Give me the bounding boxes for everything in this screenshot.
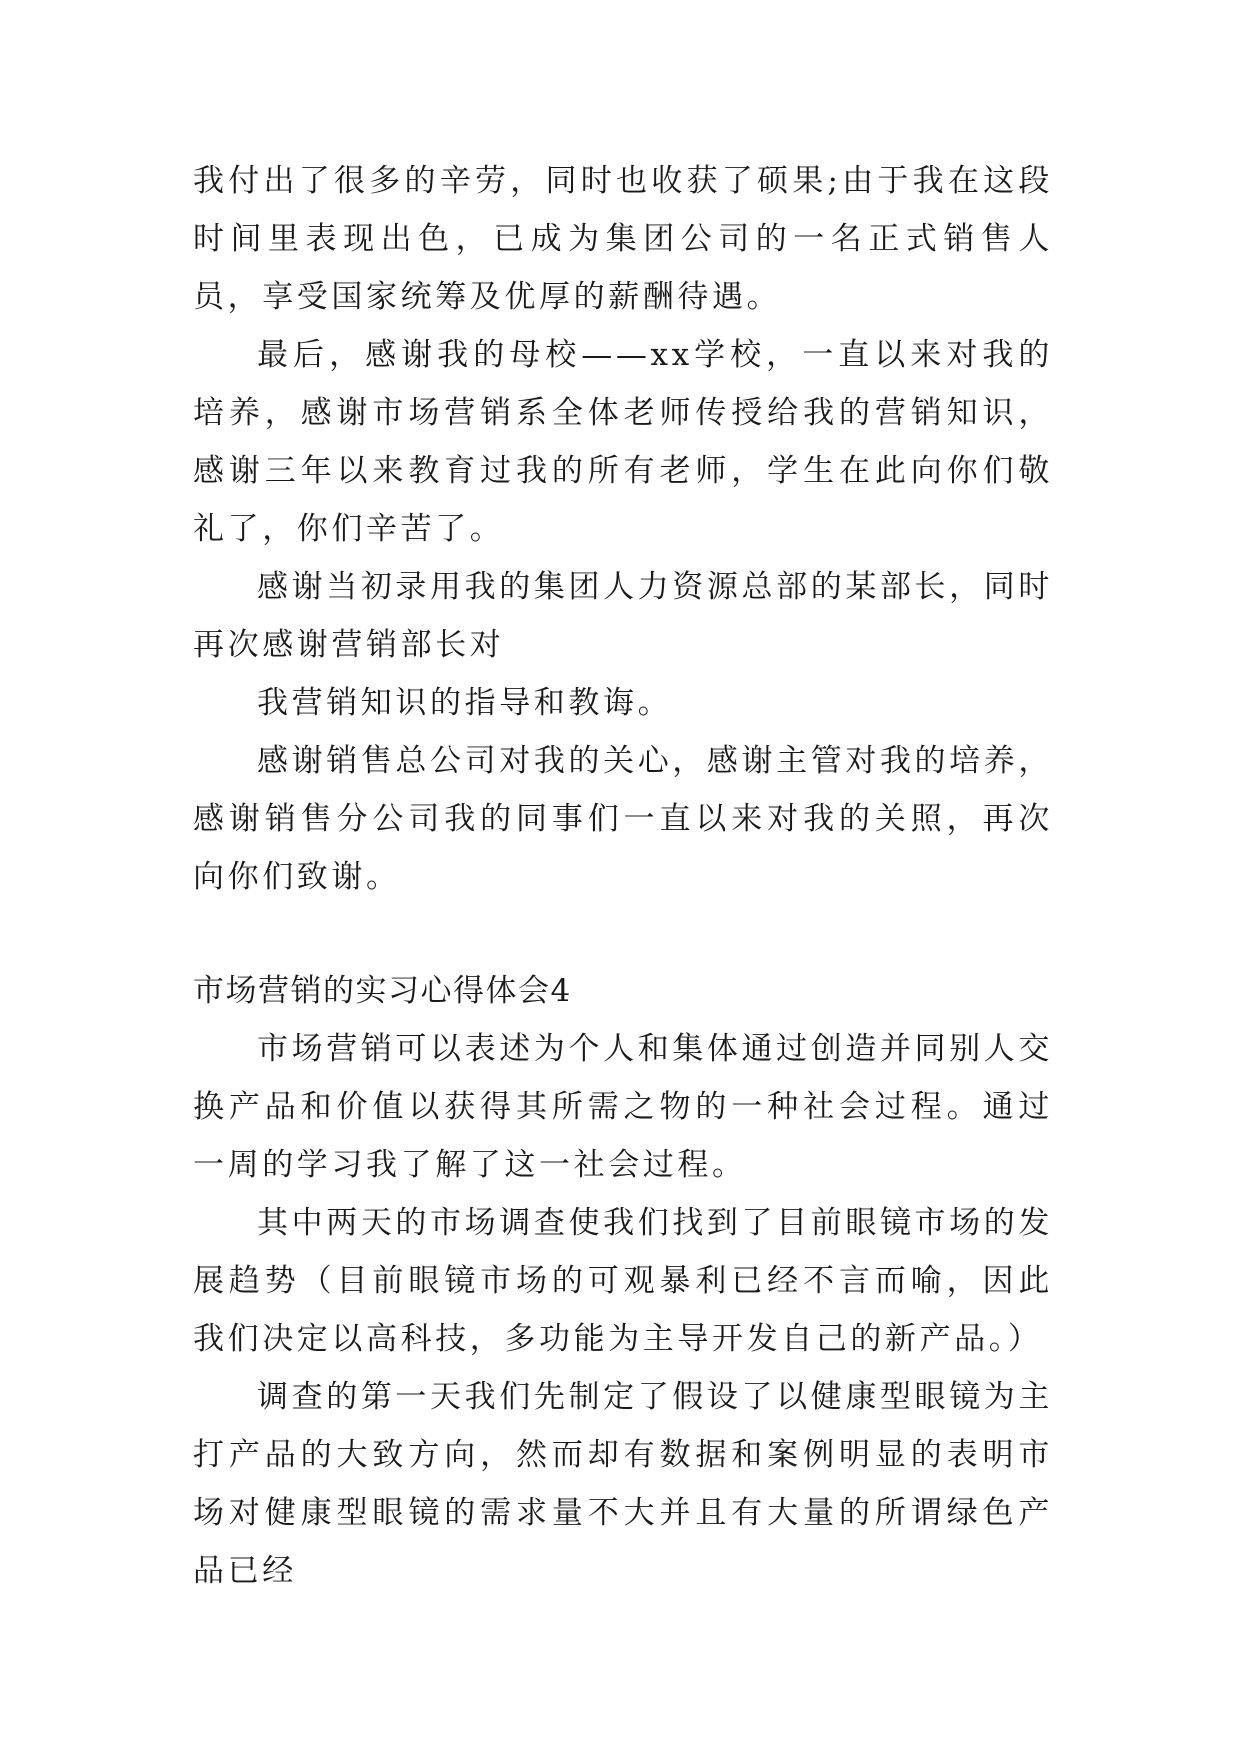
paragraph-first-day: 调查的第一天我们先制定了假设了以健康型眼镜为主打产品的大致方向，然而却有数据和案例明显的表明市场对健康型眼镜的需求量不大并且有大量的所谓绿色产品已经 xyxy=(193,1379,1053,1589)
paragraph-guidance: 我营销知识的指导和教诲。 xyxy=(257,685,673,721)
paragraph-market-research: 其中两天的市场调查使我们找到了目前眼镜市场的发展趋势（目前眼镜市场的可观暴利已经不言而喻，因此我们决定以高科技，多功能为主导开发自己的新产品。） xyxy=(193,1205,1053,1357)
paragraph-thanks-colleagues: 感谢销售总公司对我的关心，感谢主管对我的培养，感谢销售分公司我的同事们一直以来对我的关照，再次向你们致谢。 xyxy=(193,743,1053,895)
paragraph-thanks-hr: 感谢当初录用我的集团人力资源总部的某部长，同时再次感谢营销部长对 xyxy=(193,569,1053,663)
paragraph-achievements: 我付出了很多的辛劳，同时也收获了硕果;由于我在这段时间里表现出色，已成为集团公司的一名正式销售人员，享受国家统筹及优厚的薪酬待遇。 xyxy=(193,163,1053,315)
paragraph-marketing-definition: 市场营销可以表述为个人和集体通过创造并同别人交换产品和价值以获得其所需之物的一种社会过程。通过一周的学习我了解了这一社会过程。 xyxy=(193,1031,1053,1183)
document-body xyxy=(193,152,1053,1600)
section-heading: 市场营销的实习心得体会4 xyxy=(193,973,572,1009)
paragraph-thanks-school: 最后，感谢我的母校——xx学校，一直以来对我的培养，感谢市场营销系全体老师传授给我的营销知识，感谢三年以来教育过我的所有老师，学生在此向你们敬礼了，你们辛苦了。 xyxy=(193,337,1053,547)
